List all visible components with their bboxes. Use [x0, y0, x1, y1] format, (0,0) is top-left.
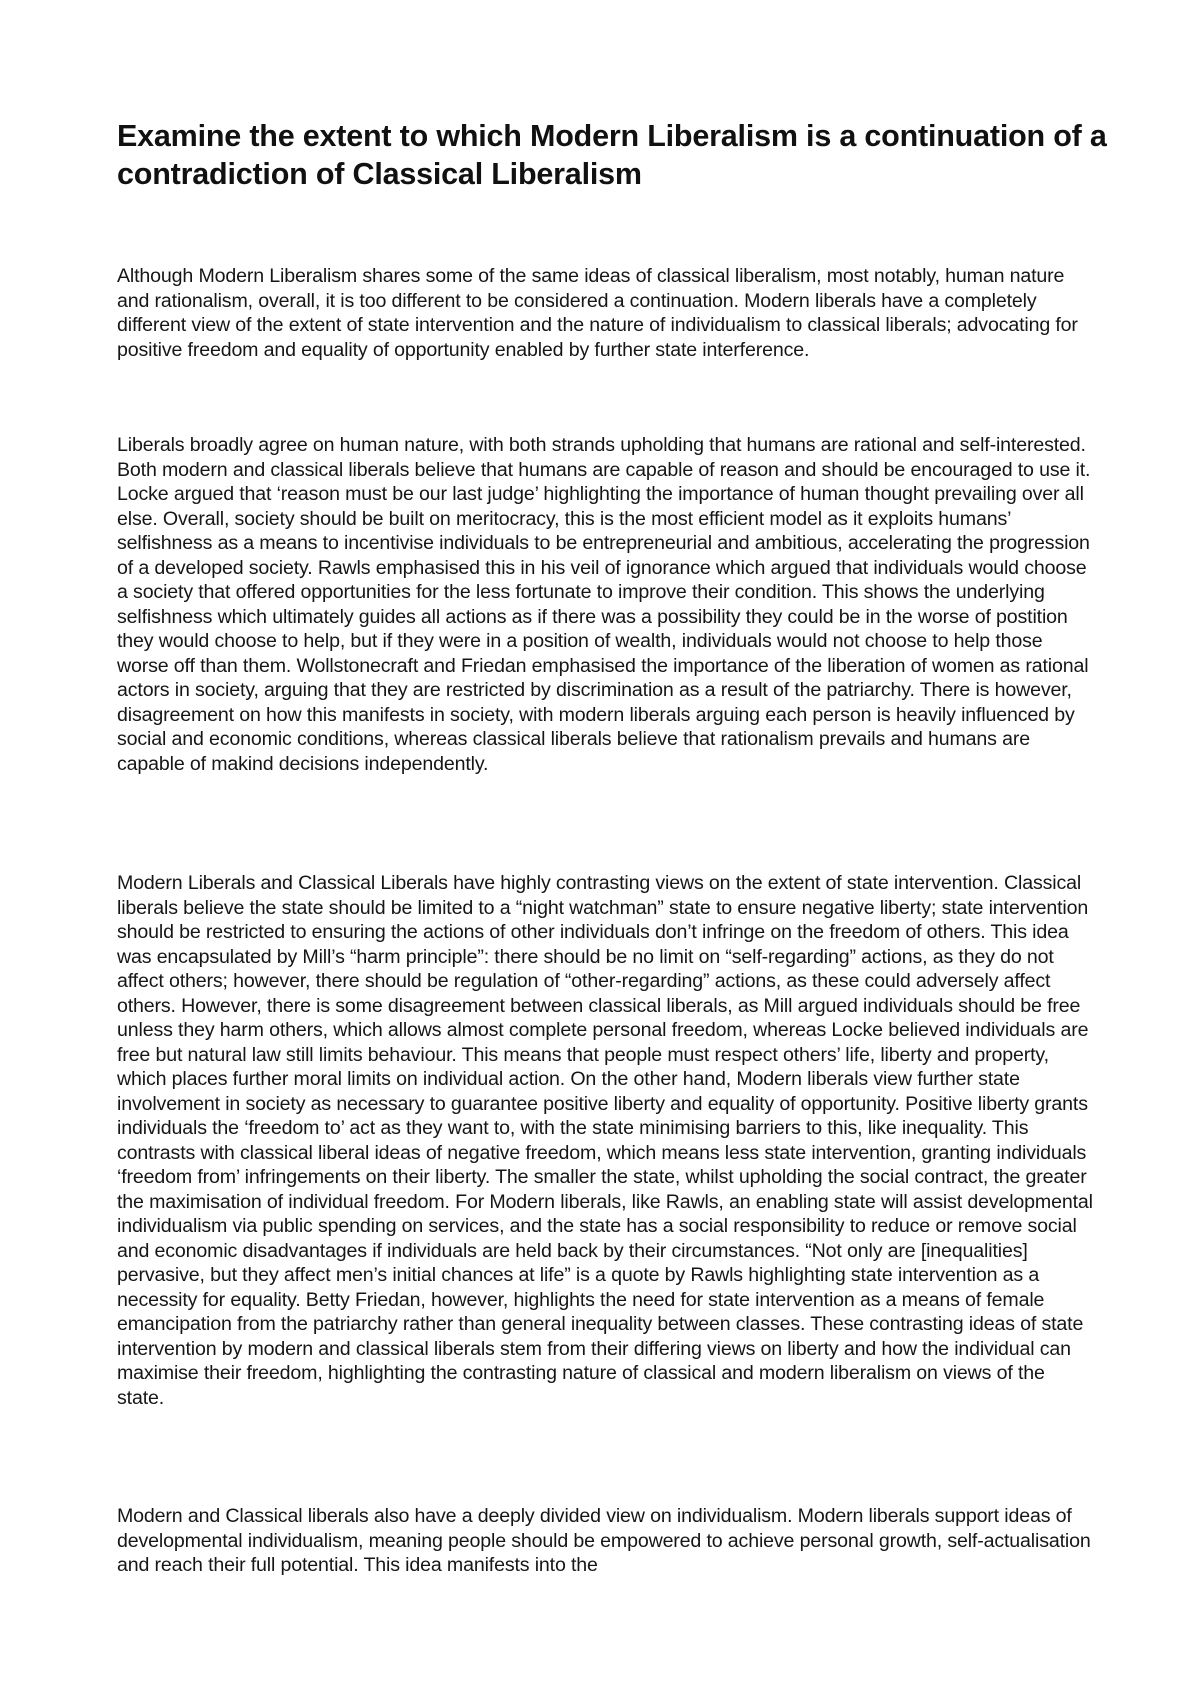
paragraph-individualism: Modern and Classical liberals also have a deeply divided view on individualism. Modern liberals support ideas of developmental individualism, meaning people should be empowered to achieve personal growth, self-actualisation and reach their full potential. This idea manifests into the — [117, 1505, 1091, 1576]
paragraph-human-nature: Liberals broadly agree on human nature, with both strands upholding that humans are rational and self-interested. Both modern and classical liberals believe that humans are capable of reason and should be encouraged to use it. Locke argued that ‘reason must be our last judge’ highlighting the importance of human thought prevailing over all else. Overall, society should be built on meritocracy, this is the most efficient model as it exploits humans’ selfishness as a means to incentivise individuals to be entrepreneurial and ambitious, accelerating the progression of a developed society. Rawls emphasised this in his veil of ignorance which argued that individuals would choose a society that offered opportunities for the less fortunate to improve their condition. This shows the underlying selfishness which ultimately guides all actions as if there was a possibility they could be in the worse of postition they would choose to help, but if they were in a position of wealth, individuals would not choose to help those worse off than them. Wollstonecraft and Friedan emphasised the importance of the liberation of women as rational actors in society, arguing that they are restricted by discrimination as a result of the patriarchy. There is however, disagreement on how this manifests in society, with modern liberals arguing each person is heavily influenced by social and economic conditions, whereas classical liberals believe that rationalism prevails and humans are capable of makind decisions independently. — [117, 434, 1091, 775]
paragraph-state-intervention: Modern Liberals and Classical Liberals have highly contrasting views on the extent of state intervention. Classical liberals believe the state should be limited to a “night watchman” state to ensure negative liberty; state intervention should be restricted to ensuring the actions of other individuals don’t infringe on the freedom of others. This idea was encapsulated by Mill’s “harm principle”: there should be no limit on “self-regarding” actions, as they do not affect others; however, there should be regulation of “other-regarding” actions, as these could adversely affect others. However, there is some disagreement between classical liberals, as Mill argued individuals should be free unless they harm others, which allows almost complete personal freedom, whereas Locke believed individuals are free but natural law still limits behaviour. This means that people must respect others’ life, liberty and property, which places further moral limits on individual action. On the other hand, Modern liberals view further state involvement in society as necessary to guarantee positive liberty and equality of opportunity. Positive liberty grants individuals the ‘freedom to’ act as they want to, with the state minimising barriers to this, like inequality. This contrasts with classical liberal ideas of negative freedom, which means less state intervention, granting individuals ‘freedom from’ infringements on their liberty. The smaller the state, whilst upholding the social contract, the greater the maximisation of individual freedom. For Modern liberals, like Rawls, an enabling state will assist developmental individualism via public spending on services, and the state has a social responsibility to reduce or remove social and economic disadvantages if individuals are held back by their circumstances. “Not only are [inequalities] pervasive, but they affect men’s initial chances at life” is a quote by Rawls highlighting state intervention as a necessity for equality. Betty Friedan, however, highlights the need for state intervention as a means of female emancipation from the patriarchy rather than general inequality between classes. These contrasting ideas of state intervention by modern and classical liberals stem from their differing views on liberty and how the individual can maximise their freedom, highlighting the contrasting nature of classical and modern liberalism on views of the state. — [117, 872, 1093, 1409]
essay-title: Examine the extent to which Modern Liberalism is a continuation of a contradiction of Classical Liberalism — [117, 119, 1107, 191]
paragraph-introduction: Although Modern Liberalism shares some of the same ideas of classical liberalism, most notably, human nature and rationalism, overall, it is too different to be considered a continuation. Modern liberals have a completely different view of the extent of state intervention and the nature of individualism to classical liberals; advocating for positive freedom and equality of opportunity enabled by further state interference. — [117, 265, 1078, 361]
